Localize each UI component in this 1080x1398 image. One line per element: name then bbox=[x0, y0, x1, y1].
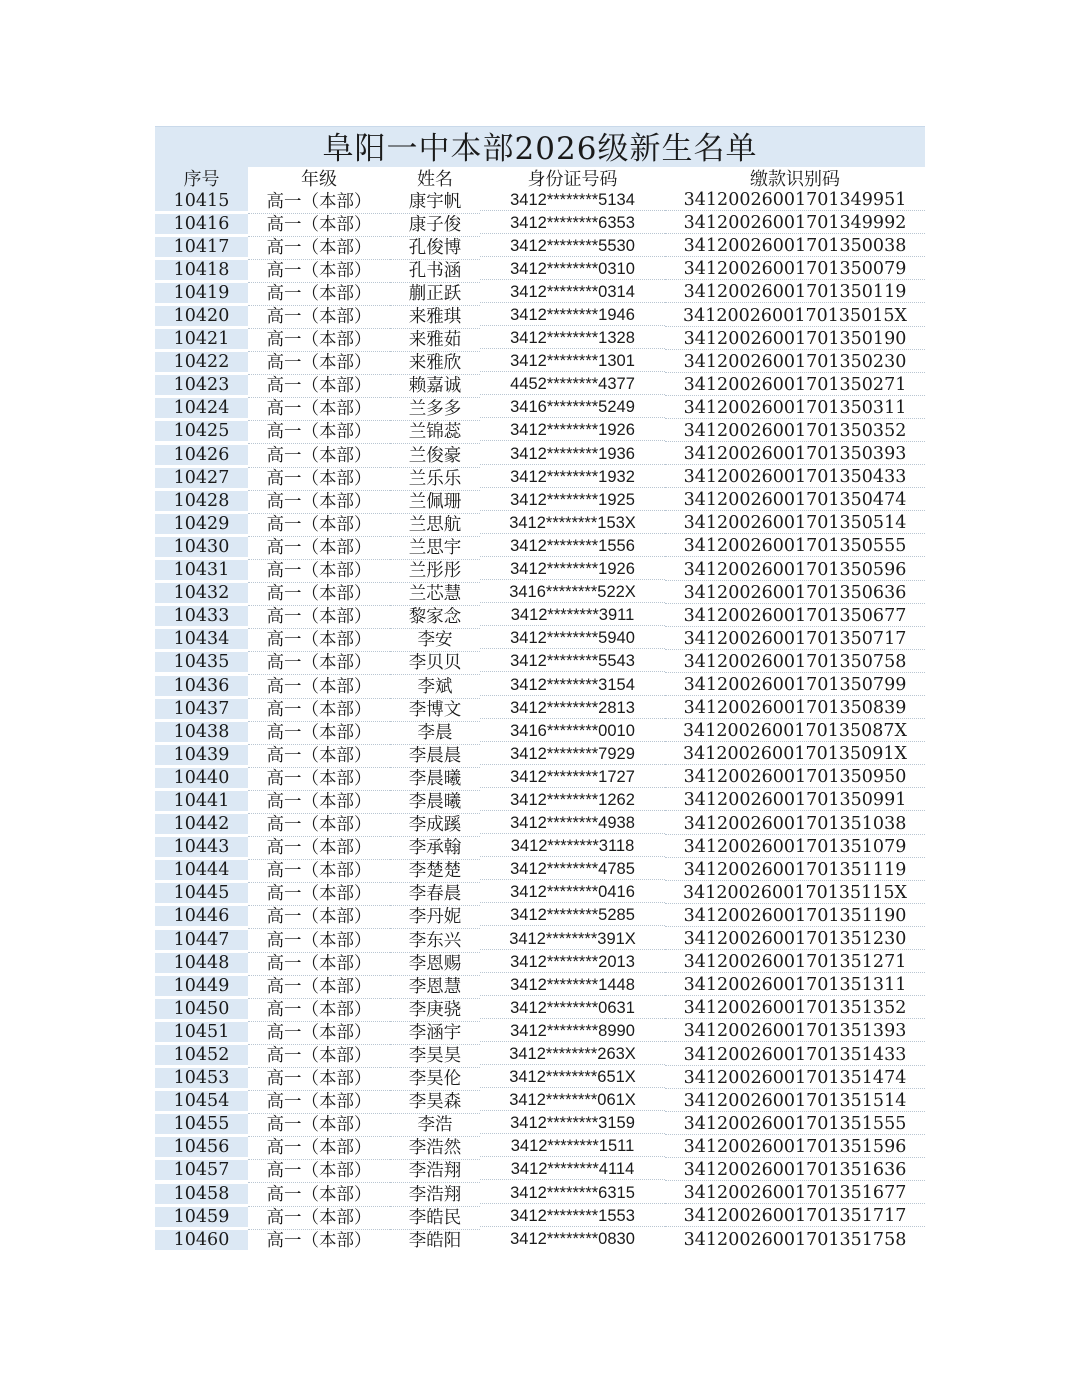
cell-name: 李东兴 bbox=[390, 927, 480, 953]
cell-payment-code: 34120026001701350311 bbox=[665, 398, 925, 419]
cell-name: 李涵宇 bbox=[390, 1019, 480, 1045]
table-row bbox=[155, 674, 925, 697]
cell-grade: 高一（本部） bbox=[248, 673, 390, 699]
table-row bbox=[155, 1090, 925, 1113]
cell-id-number: 3412********1511 bbox=[480, 1137, 665, 1157]
cell-payment-code: 34120026001701350596 bbox=[665, 560, 925, 581]
cell-payment-code: 34120026001701350950 bbox=[665, 767, 925, 788]
table-row bbox=[155, 397, 925, 420]
cell-serial: 10437 bbox=[155, 699, 248, 719]
cell-id-number: 3412********4938 bbox=[480, 814, 665, 834]
cell-name: 李斌 bbox=[390, 673, 480, 699]
table-row bbox=[155, 443, 925, 466]
cell-grade: 高一（本部） bbox=[248, 996, 390, 1022]
cell-payment-code: 34120026001701351596 bbox=[665, 1137, 925, 1158]
header-id-number: 身份证号码 bbox=[527, 169, 618, 190]
cell-id-number: 3412********5134 bbox=[480, 191, 665, 211]
cell-name: 兰芯慧 bbox=[390, 580, 480, 606]
cell-payment-code: 34120026001701350271 bbox=[665, 375, 925, 396]
cell-payment-code: 34120026001701351230 bbox=[665, 929, 925, 950]
cell-id-number: 3412********4114 bbox=[480, 1160, 665, 1180]
table-row bbox=[155, 1228, 925, 1251]
cell-grade: 高一（本部） bbox=[248, 626, 390, 652]
table-row bbox=[155, 1067, 925, 1090]
cell-grade: 高一（本部） bbox=[248, 719, 390, 745]
cell-payment-code: 34120026001701350636 bbox=[665, 583, 925, 604]
cell-grade: 高一（本部） bbox=[248, 1181, 390, 1207]
cell-grade: 高一（本部） bbox=[248, 188, 390, 214]
cell-grade: 高一（本部） bbox=[248, 488, 390, 514]
cell-name: 李浩翔 bbox=[390, 1181, 480, 1207]
cell-id-number: 3412********2013 bbox=[480, 953, 665, 973]
cell-grade: 高一（本部） bbox=[266, 1231, 372, 1252]
cell-payment-code: 34120026001701351474 bbox=[665, 1068, 925, 1089]
cell-grade: 高一（本部） bbox=[248, 1065, 390, 1091]
table-row bbox=[155, 1043, 925, 1066]
cell-payment-code: 34120026001701350230 bbox=[665, 352, 925, 373]
cell-payment-code: 3412002600170135115X bbox=[665, 883, 925, 904]
cell-id-number: 3412********1301 bbox=[480, 352, 665, 372]
cell-serial: 10442 bbox=[155, 814, 248, 834]
cell-serial: 10450 bbox=[155, 999, 248, 1019]
cell-serial: 10449 bbox=[155, 976, 248, 996]
cell-payment-code: 34120026001701351352 bbox=[665, 998, 925, 1019]
cell-payment-code: 34120026001701350393 bbox=[665, 444, 925, 465]
cell-payment-code: 34120026001701350677 bbox=[665, 606, 925, 627]
cell-grade: 高一（本部） bbox=[248, 1111, 390, 1137]
cell-grade: 高一（本部） bbox=[248, 973, 390, 999]
cell-serial: 10451 bbox=[155, 1022, 248, 1042]
cell-payment-code: 34120026001701351636 bbox=[665, 1160, 925, 1181]
cell-serial: 10425 bbox=[155, 421, 248, 441]
cell-name: 李晨 bbox=[390, 719, 480, 745]
cell-serial: 10441 bbox=[155, 791, 248, 811]
cell-id-number: 3412********1556 bbox=[480, 537, 665, 557]
cell-serial: 10418 bbox=[155, 260, 248, 280]
cell-id-number: 3412********391X bbox=[480, 930, 665, 950]
cell-name: 李恩慧 bbox=[390, 973, 480, 999]
cell-grade: 高一（本部） bbox=[248, 557, 390, 583]
cell-grade: 高一（本部） bbox=[248, 511, 390, 537]
table-row bbox=[155, 328, 925, 351]
cell-grade: 高一（本部） bbox=[248, 1134, 390, 1160]
cell-serial: 10415 bbox=[155, 191, 248, 211]
cell-id-number: 3412********3118 bbox=[480, 837, 665, 857]
cell-grade: 高一（本部） bbox=[248, 395, 390, 421]
sheet-title: 阜阳一中本部2026级新生名单 bbox=[155, 126, 925, 167]
cell-grade: 高一（本部） bbox=[248, 788, 390, 814]
cell-payment-code: 34120026001701350555 bbox=[665, 536, 925, 557]
cell-payment-code: 34120026001701351311 bbox=[665, 975, 925, 996]
cell-payment-code: 34120026001701350474 bbox=[665, 490, 925, 511]
table-row bbox=[155, 351, 925, 374]
cell-grade: 高一（本部） bbox=[248, 742, 390, 768]
cell-name: 李皓民 bbox=[390, 1204, 480, 1230]
cell-name: 李浩然 bbox=[390, 1134, 480, 1160]
cell-payment-code: 34120026001701351555 bbox=[665, 1114, 925, 1135]
cell-payment-code: 34120026001701349992 bbox=[665, 213, 925, 234]
cell-payment-code: 34120026001701351677 bbox=[665, 1183, 925, 1204]
cell-name: 赖嘉诚 bbox=[390, 372, 480, 398]
table-row bbox=[155, 836, 925, 859]
cell-name: 李楚楚 bbox=[390, 857, 480, 883]
table-row bbox=[155, 235, 925, 258]
cell-grade: 高一（本部） bbox=[248, 234, 390, 260]
header-payment-code: 缴款识别码 bbox=[750, 169, 840, 190]
cell-id-number: 3412********0830 bbox=[510, 1230, 635, 1249]
cell-id-number: 3412********5543 bbox=[480, 652, 665, 672]
cell-payment-code: 3412002600170135091X bbox=[665, 744, 925, 765]
table-row bbox=[155, 212, 925, 235]
cell-name: 李皓阳 bbox=[408, 1231, 462, 1252]
cell-grade: 高一（本部） bbox=[248, 418, 390, 444]
cell-serial: 10439 bbox=[155, 745, 248, 765]
cell-payment-code: 34120026001701350352 bbox=[665, 421, 925, 442]
cell-grade: 高一（本部） bbox=[248, 903, 390, 929]
cell-id-number: 3416********0010 bbox=[480, 722, 665, 742]
cell-name: 李庚骁 bbox=[390, 996, 480, 1022]
cell-name: 黎家念 bbox=[390, 603, 480, 629]
cell-serial: 10443 bbox=[155, 837, 248, 857]
cell-id-number: 3412********1448 bbox=[480, 976, 665, 996]
table-row bbox=[155, 766, 925, 789]
cell-id-number: 3416********5249 bbox=[480, 398, 665, 418]
cell-serial: 10448 bbox=[155, 953, 248, 973]
cell-serial: 10416 bbox=[155, 214, 248, 234]
cell-serial: 10456 bbox=[155, 1137, 248, 1157]
cell-name: 李浩翔 bbox=[390, 1157, 480, 1183]
cell-payment-code: 3412002600170135015X bbox=[665, 306, 925, 327]
cell-serial: 10453 bbox=[155, 1068, 248, 1088]
cell-id-number: 3412********7929 bbox=[480, 745, 665, 765]
cell-payment-code: 34120026001701351758 bbox=[683, 1229, 907, 1250]
header-serial: 序号 bbox=[155, 165, 248, 191]
cell-grade: 高一（本部） bbox=[248, 811, 390, 837]
table-row bbox=[155, 559, 925, 582]
cell-payment-code: 34120026001701350799 bbox=[665, 675, 925, 696]
cell-name: 李博文 bbox=[390, 696, 480, 722]
cell-id-number: 3412********0314 bbox=[480, 283, 665, 303]
cell-serial: 10440 bbox=[155, 768, 248, 788]
table-row bbox=[155, 789, 925, 812]
cell-grade: 高一（本部） bbox=[248, 696, 390, 722]
table-row bbox=[155, 489, 925, 512]
table-row bbox=[155, 974, 925, 997]
table-row bbox=[155, 582, 925, 605]
cell-id-number: 3412********0310 bbox=[480, 260, 665, 280]
cell-grade: 高一（本部） bbox=[248, 927, 390, 953]
cell-grade: 高一（本部） bbox=[248, 534, 390, 560]
cell-name: 李恩赐 bbox=[390, 950, 480, 976]
cell-name: 李晨曦 bbox=[390, 788, 480, 814]
cell-payment-code: 34120026001701351190 bbox=[665, 906, 925, 927]
cell-name: 李昊昊 bbox=[390, 1042, 480, 1068]
cell-grade: 高一（本部） bbox=[248, 1157, 390, 1183]
cell-grade: 高一（本部） bbox=[248, 1204, 390, 1230]
cell-id-number: 3412********1946 bbox=[480, 306, 665, 326]
table-row bbox=[155, 281, 925, 304]
cell-id-number: 3412********1262 bbox=[480, 791, 665, 811]
student-list-sheet bbox=[155, 126, 925, 1251]
cell-payment-code: 34120026001701350079 bbox=[665, 259, 925, 280]
table-row bbox=[155, 535, 925, 558]
cell-id-number: 3412********8990 bbox=[480, 1022, 665, 1042]
cell-serial: 10433 bbox=[155, 606, 248, 626]
cell-name: 李安 bbox=[390, 626, 480, 652]
cell-name: 李晨曦 bbox=[390, 765, 480, 791]
cell-grade: 高一（本部） bbox=[248, 580, 390, 606]
cell-name: 李晨晨 bbox=[390, 742, 480, 768]
table-body bbox=[155, 189, 925, 1251]
cell-name: 李贝贝 bbox=[390, 649, 480, 675]
cell-name: 兰锦蕊 bbox=[390, 418, 480, 444]
cell-serial: 10432 bbox=[155, 583, 248, 603]
table-row bbox=[155, 374, 925, 397]
cell-payment-code: 34120026001701350991 bbox=[665, 790, 925, 811]
cell-grade: 高一（本部） bbox=[248, 257, 390, 283]
cell-name: 兰思航 bbox=[390, 511, 480, 537]
cell-id-number: 3412********1328 bbox=[480, 329, 665, 349]
cell-payment-code: 34120026001701351079 bbox=[665, 837, 925, 858]
cell-name: 来雅琪 bbox=[390, 303, 480, 329]
cell-id-number: 3412********5940 bbox=[480, 629, 665, 649]
cell-id-number: 3412********1925 bbox=[480, 491, 665, 511]
table-row bbox=[155, 1159, 925, 1182]
cell-payment-code: 34120026001701350433 bbox=[665, 467, 925, 488]
cell-name: 康宇帆 bbox=[390, 188, 480, 214]
table-row bbox=[155, 997, 925, 1020]
cell-name: 兰思宇 bbox=[390, 534, 480, 560]
cell-payment-code: 34120026001701350717 bbox=[665, 629, 925, 650]
cell-id-number: 3412********1727 bbox=[480, 768, 665, 788]
cell-serial: 10436 bbox=[155, 676, 248, 696]
cell-id-number: 3412********651X bbox=[480, 1068, 665, 1088]
table-row bbox=[155, 743, 925, 766]
cell-payment-code: 34120026001701351393 bbox=[665, 1021, 925, 1042]
cell-serial: 10417 bbox=[155, 237, 248, 257]
cell-serial: 10423 bbox=[155, 375, 248, 395]
cell-serial: 10445 bbox=[155, 883, 248, 903]
cell-id-number: 3412********6315 bbox=[480, 1184, 665, 1204]
table-row bbox=[155, 420, 925, 443]
cell-serial: 10455 bbox=[155, 1114, 248, 1134]
cell-payment-code: 34120026001701351271 bbox=[665, 952, 925, 973]
cell-name: 蒯正跃 bbox=[390, 280, 480, 306]
cell-serial: 10431 bbox=[155, 560, 248, 580]
table-row bbox=[155, 1020, 925, 1043]
table-row bbox=[155, 951, 925, 974]
cell-serial: 10447 bbox=[155, 930, 248, 950]
cell-serial: 10426 bbox=[155, 445, 248, 465]
table-row bbox=[155, 512, 925, 535]
cell-id-number: 3412********263X bbox=[480, 1045, 665, 1065]
cell-payment-code: 34120026001701351717 bbox=[665, 1206, 925, 1227]
table-row bbox=[155, 859, 925, 882]
cell-grade: 高一（本部） bbox=[248, 1088, 390, 1114]
cell-grade: 高一（本部） bbox=[248, 280, 390, 306]
header-name: 姓名 bbox=[417, 169, 453, 190]
table-row bbox=[155, 1136, 925, 1159]
cell-name: 兰佩珊 bbox=[390, 488, 480, 514]
cell-grade: 高一（本部） bbox=[248, 442, 390, 468]
table-row bbox=[155, 720, 925, 743]
cell-payment-code: 34120026001701350119 bbox=[665, 282, 925, 303]
table-row bbox=[155, 928, 925, 951]
cell-name: 来雅欣 bbox=[390, 349, 480, 375]
cell-payment-code: 34120026001701350839 bbox=[665, 698, 925, 719]
cell-id-number: 3412********5530 bbox=[480, 237, 665, 257]
cell-id-number: 3412********0416 bbox=[480, 883, 665, 903]
cell-name: 李春晨 bbox=[390, 880, 480, 906]
cell-id-number: 3412********0631 bbox=[480, 999, 665, 1019]
cell-name: 来雅茹 bbox=[390, 326, 480, 352]
table-row bbox=[155, 882, 925, 905]
cell-serial: 10427 bbox=[155, 468, 248, 488]
cell-grade: 高一（本部） bbox=[248, 303, 390, 329]
cell-grade: 高一（本部） bbox=[248, 326, 390, 352]
cell-id-number: 3412********6353 bbox=[480, 214, 665, 234]
cell-id-number: 3412********3154 bbox=[480, 676, 665, 696]
table-row bbox=[155, 1182, 925, 1205]
cell-grade: 高一（本部） bbox=[248, 880, 390, 906]
cell-serial: 10429 bbox=[155, 514, 248, 534]
table-row bbox=[155, 258, 925, 281]
cell-name: 李浩 bbox=[390, 1111, 480, 1137]
cell-name: 李成蹊 bbox=[390, 811, 480, 837]
cell-payment-code: 34120026001701351038 bbox=[665, 814, 925, 835]
cell-payment-code: 34120026001701350190 bbox=[665, 329, 925, 350]
cell-grade: 高一（本部） bbox=[248, 603, 390, 629]
table-row bbox=[155, 628, 925, 651]
cell-serial: 10420 bbox=[155, 306, 248, 326]
cell-serial: 10434 bbox=[155, 629, 248, 649]
cell-serial: 10452 bbox=[155, 1045, 248, 1065]
cell-id-number: 3412********1932 bbox=[480, 468, 665, 488]
table-row bbox=[155, 304, 925, 327]
cell-grade: 高一（本部） bbox=[248, 857, 390, 883]
cell-payment-code: 3412002600170135087X bbox=[665, 721, 925, 742]
cell-payment-code: 34120026001701349951 bbox=[665, 190, 925, 211]
cell-name: 李昊伦 bbox=[390, 1065, 480, 1091]
cell-id-number: 3416********522X bbox=[480, 583, 665, 603]
cell-serial: 10454 bbox=[155, 1091, 248, 1111]
table-row bbox=[155, 1205, 925, 1228]
cell-name: 康子俊 bbox=[390, 211, 480, 237]
cell-name: 孔俊博 bbox=[390, 234, 480, 260]
cell-serial: 10444 bbox=[155, 860, 248, 880]
cell-serial: 10428 bbox=[155, 491, 248, 511]
cell-payment-code: 34120026001701351514 bbox=[665, 1091, 925, 1112]
cell-grade: 高一（本部） bbox=[248, 349, 390, 375]
table-row bbox=[155, 1113, 925, 1136]
cell-grade: 高一（本部） bbox=[248, 834, 390, 860]
cell-name: 兰多多 bbox=[390, 395, 480, 421]
cell-serial: 10419 bbox=[155, 283, 248, 303]
cell-name: 兰乐乐 bbox=[390, 465, 480, 491]
header-grade: 年级 bbox=[301, 169, 337, 190]
cell-serial: 10424 bbox=[155, 398, 248, 418]
cell-grade: 高一（本部） bbox=[248, 1019, 390, 1045]
cell-name: 李丹妮 bbox=[390, 903, 480, 929]
cell-serial: 10459 bbox=[155, 1207, 248, 1227]
cell-name: 兰俊豪 bbox=[390, 442, 480, 468]
table-row bbox=[155, 189, 925, 212]
cell-payment-code: 34120026001701351433 bbox=[665, 1045, 925, 1066]
table-row bbox=[155, 466, 925, 489]
cell-serial: 10457 bbox=[155, 1160, 248, 1180]
cell-grade: 高一（本部） bbox=[248, 649, 390, 675]
cell-id-number: 3412********3911 bbox=[480, 606, 665, 626]
cell-id-number: 3412********2813 bbox=[480, 699, 665, 719]
cell-serial: 10435 bbox=[155, 652, 248, 672]
cell-id-number: 3412********4785 bbox=[480, 860, 665, 880]
cell-serial: 10422 bbox=[155, 352, 248, 372]
cell-grade: 高一（本部） bbox=[248, 372, 390, 398]
cell-serial: 10446 bbox=[155, 906, 248, 926]
cell-payment-code: 34120026001701350758 bbox=[665, 652, 925, 673]
cell-name: 李昊森 bbox=[390, 1088, 480, 1114]
cell-name: 兰彤彤 bbox=[390, 557, 480, 583]
cell-grade: 高一（本部） bbox=[248, 1042, 390, 1068]
header-row bbox=[155, 167, 925, 189]
cell-id-number: 3412********1926 bbox=[480, 421, 665, 441]
table-row bbox=[155, 697, 925, 720]
cell-name: 孔书涵 bbox=[390, 257, 480, 283]
cell-grade: 高一（本部） bbox=[248, 950, 390, 976]
cell-grade: 高一（本部） bbox=[248, 465, 390, 491]
cell-serial: 10458 bbox=[155, 1184, 248, 1204]
cell-id-number: 3412********1553 bbox=[480, 1207, 665, 1227]
cell-serial: 10460 bbox=[155, 1230, 248, 1250]
table-row bbox=[155, 813, 925, 836]
cell-grade: 高一（本部） bbox=[248, 211, 390, 237]
cell-payment-code: 34120026001701351119 bbox=[665, 860, 925, 881]
cell-serial: 10430 bbox=[155, 537, 248, 557]
cell-serial: 10438 bbox=[155, 722, 248, 742]
cell-id-number: 3412********1936 bbox=[480, 445, 665, 465]
table-row bbox=[155, 651, 925, 674]
cell-payment-code: 34120026001701350038 bbox=[665, 236, 925, 257]
cell-id-number: 4452********4377 bbox=[480, 375, 665, 395]
cell-id-number: 3412********1926 bbox=[480, 560, 665, 580]
cell-payment-code: 34120026001701350514 bbox=[665, 513, 925, 534]
cell-name: 李承翰 bbox=[390, 834, 480, 860]
table-row bbox=[155, 605, 925, 628]
cell-id-number: 3412********5285 bbox=[480, 906, 665, 926]
cell-grade: 高一（本部） bbox=[248, 765, 390, 791]
table-row bbox=[155, 905, 925, 928]
cell-id-number: 3412********3159 bbox=[480, 1114, 665, 1134]
cell-serial: 10421 bbox=[155, 329, 248, 349]
cell-id-number: 3412********153X bbox=[480, 514, 665, 534]
cell-id-number: 3412********061X bbox=[480, 1091, 665, 1111]
